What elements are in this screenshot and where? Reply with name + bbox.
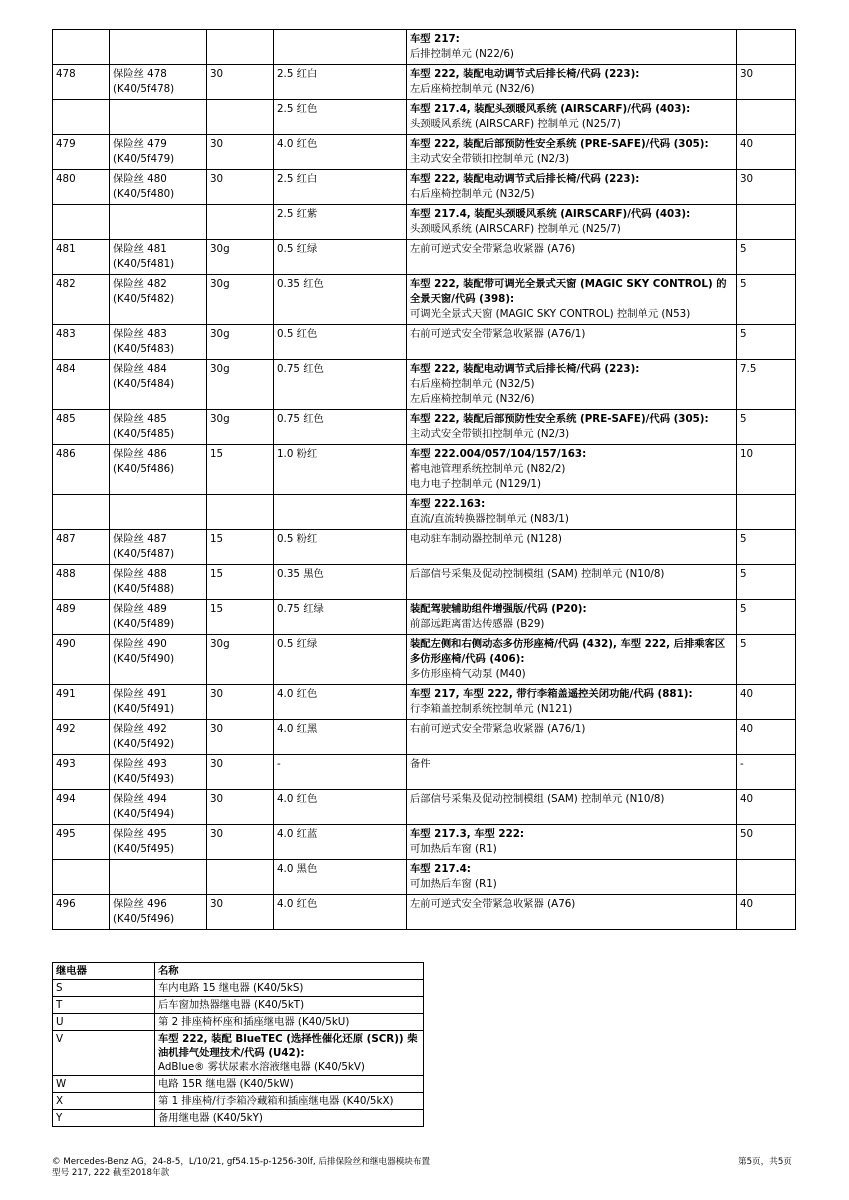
relay-name: 第 1 排座椅/行李箱冷藏箱和插座继电器 (K40/5kX) bbox=[158, 1095, 394, 1107]
fuse-designation: (K40/5f491) bbox=[113, 703, 175, 715]
fuse-name: 保险丝 494 bbox=[113, 793, 167, 805]
consumer-cell bbox=[407, 755, 737, 790]
consumer-cell bbox=[407, 275, 737, 325]
fuse-row bbox=[53, 755, 796, 790]
fuse-rating-cell bbox=[737, 495, 796, 530]
wire-spec-cell: 4.0 黑色 bbox=[274, 860, 407, 895]
fuse-rating-cell: 7.5 bbox=[737, 360, 796, 410]
wire-spec-cell bbox=[274, 30, 407, 65]
fuse-name: 保险丝 478 bbox=[113, 68, 167, 80]
relay-letter-cell: X bbox=[53, 1093, 155, 1110]
consumer-description: 后部信号采集及促动控制模组 (SAM) 控制单元 (N10/8) bbox=[410, 568, 665, 580]
fuse-name-cell bbox=[110, 360, 207, 410]
fuse-rating-cell: 40 bbox=[737, 895, 796, 930]
wire-spec-cell: 2.5 红白 bbox=[274, 65, 407, 100]
relay-table-header bbox=[53, 963, 424, 980]
fuse-rating-cell: 5 bbox=[737, 600, 796, 635]
fuse-number-cell: 493 bbox=[53, 755, 110, 790]
fuse-name-cell bbox=[110, 860, 207, 895]
fuse-name-cell bbox=[110, 530, 207, 565]
model-condition: 车型 217.4: bbox=[410, 863, 471, 875]
consumer-description: 蓄电池管理系统控制单元 (N82/2) bbox=[410, 463, 566, 475]
fuse-terminal-cell: 30g bbox=[207, 410, 274, 445]
fuse-number-cell: 495 bbox=[53, 825, 110, 860]
fuse-name-cell bbox=[110, 135, 207, 170]
fuse-terminal-cell bbox=[207, 100, 274, 135]
fuse-number-cell: 482 bbox=[53, 275, 110, 325]
model-condition: 装配左侧和右侧动态多仿形座椅/代码 (432), 车型 222, 后排乘客区多仿形座椅/代码 (406): bbox=[410, 638, 726, 665]
footer-left bbox=[52, 1157, 430, 1179]
fuse-number-cell: 492 bbox=[53, 720, 110, 755]
fuse-number-cell: 489 bbox=[53, 600, 110, 635]
fuse-designation: (K40/5f487) bbox=[113, 548, 175, 560]
fuse-terminal-cell: 30g bbox=[207, 275, 274, 325]
relay-name-cell bbox=[155, 1014, 424, 1031]
consumer-description: 左前可逆式安全带紧急收紧器 (A76) bbox=[410, 898, 576, 910]
model-condition: 车型 222, 装配电动调节式后排长椅/代码 (223): bbox=[410, 173, 640, 185]
fuse-rating-cell bbox=[737, 100, 796, 135]
fuse-name: 保险丝 483 bbox=[113, 328, 167, 340]
fuse-designation: (K40/5f485) bbox=[113, 428, 175, 440]
consumer-description: 右前可逆式安全带紧急收紧器 (A76/1) bbox=[410, 328, 586, 340]
wire-spec-cell: 2.5 红色 bbox=[274, 100, 407, 135]
fuse-rating-cell: 40 bbox=[737, 720, 796, 755]
wire-spec-cell: 0.5 粉红 bbox=[274, 530, 407, 565]
fuse-designation: (K40/5f481) bbox=[113, 258, 175, 270]
consumer-description: 可调光全景式天窗 (MAGIC SKY CONTROL) 控制单元 (N53) bbox=[410, 308, 691, 320]
fuse-terminal-cell: 30g bbox=[207, 325, 274, 360]
fuse-number-cell: 490 bbox=[53, 635, 110, 685]
consumer-description: 前部远距离雷达传感器 (B29) bbox=[410, 618, 545, 630]
consumer-cell bbox=[407, 635, 737, 685]
fuse-name: 保险丝 488 bbox=[113, 568, 167, 580]
wire-spec-cell: 0.75 红绿 bbox=[274, 600, 407, 635]
consumer-cell bbox=[407, 410, 737, 445]
fuse-terminal-cell: 30g bbox=[207, 360, 274, 410]
fuse-number-cell: 479 bbox=[53, 135, 110, 170]
relay-name: 车内电路 15 继电器 (K40/5kS) bbox=[158, 982, 304, 994]
fuse-name-cell bbox=[110, 205, 207, 240]
wire-spec-cell: 0.35 红色 bbox=[274, 275, 407, 325]
consumer-cell bbox=[407, 600, 737, 635]
fuse-name-cell bbox=[110, 30, 207, 65]
relay-name-cell bbox=[155, 1031, 424, 1076]
fuse-name-cell bbox=[110, 755, 207, 790]
fuse-name-cell bbox=[110, 825, 207, 860]
fuse-row bbox=[53, 825, 796, 860]
fuse-name-cell bbox=[110, 600, 207, 635]
consumer-description: 左前可逆式安全带紧急收紧器 (A76) bbox=[410, 243, 576, 255]
fuse-name: 保险丝 482 bbox=[113, 278, 167, 290]
consumer-description: 后排控制单元 (N22/6) bbox=[410, 48, 514, 60]
fuse-row bbox=[53, 325, 796, 360]
fuse-name-cell bbox=[110, 495, 207, 530]
fuse-name-cell bbox=[110, 565, 207, 600]
fuse-name-cell bbox=[110, 720, 207, 755]
fuse-name: 保险丝 493 bbox=[113, 758, 167, 770]
fuse-terminal-cell: 30 bbox=[207, 135, 274, 170]
fuse-name-cell bbox=[110, 275, 207, 325]
relay-row bbox=[53, 1110, 424, 1127]
fuse-row bbox=[53, 100, 796, 135]
relay-name: 后车窗加热器继电器 (K40/5kT) bbox=[158, 999, 305, 1011]
consumer-description: 右后座椅控制单元 (N32/5) bbox=[410, 378, 535, 390]
consumer-description: 右后座椅控制单元 (N32/5) bbox=[410, 188, 535, 200]
consumer-cell bbox=[407, 205, 737, 240]
fuse-table bbox=[52, 29, 796, 930]
fuse-row bbox=[53, 635, 796, 685]
fuse-row bbox=[53, 790, 796, 825]
model-condition: 车型 217.3, 车型 222: bbox=[410, 828, 525, 840]
fuse-name: 保险丝 487 bbox=[113, 533, 167, 545]
fuse-name: 保险丝 496 bbox=[113, 898, 167, 910]
relay-name-cell bbox=[155, 1076, 424, 1093]
fuse-rating-cell: 5 bbox=[737, 565, 796, 600]
consumer-description: 后部信号采集及促动控制模组 (SAM) 控制单元 (N10/8) bbox=[410, 793, 665, 805]
fuse-row bbox=[53, 135, 796, 170]
fuse-designation: (K40/5f478) bbox=[113, 83, 175, 95]
wire-spec-cell: 0.5 红绿 bbox=[274, 635, 407, 685]
consumer-cell bbox=[407, 685, 737, 720]
fuse-rating-cell: 5 bbox=[737, 275, 796, 325]
fuse-rating-cell: 50 bbox=[737, 825, 796, 860]
fuse-row bbox=[53, 895, 796, 930]
fuse-terminal-cell: 30 bbox=[207, 755, 274, 790]
consumer-cell bbox=[407, 30, 737, 65]
consumer-description: 主动式安全带锁扣控制单元 (N2/3) bbox=[410, 153, 570, 165]
fuse-rating-cell: 5 bbox=[737, 635, 796, 685]
model-condition: 车型 222, 装配后部预防性安全系统 (PRE-SAFE)/代码 (305): bbox=[410, 413, 709, 425]
model-condition: 车型 217.4, 装配头颈暖风系统 (AIRSCARF)/代码 (403): bbox=[410, 103, 691, 115]
relay-name-cell bbox=[155, 980, 424, 997]
relay-name: AdBlue® 雾状尿素水溶液继电器 (K40/5kV) bbox=[158, 1061, 365, 1073]
fuse-designation: (K40/5f496) bbox=[113, 913, 175, 925]
fuse-terminal-cell: 15 bbox=[207, 565, 274, 600]
fuse-table-body bbox=[53, 30, 796, 930]
fuse-terminal-cell bbox=[207, 495, 274, 530]
fuse-row bbox=[53, 170, 796, 205]
consumer-description: 头颈暖风系统 (AIRSCARF) 控制单元 (N25/7) bbox=[410, 118, 621, 130]
consumer-cell bbox=[407, 325, 737, 360]
fuse-number-cell: 483 bbox=[53, 325, 110, 360]
fuse-row bbox=[53, 720, 796, 755]
fuse-number-cell: 481 bbox=[53, 240, 110, 275]
footer-page-number: 第5页，共5页 bbox=[738, 1157, 792, 1167]
consumer-cell bbox=[407, 860, 737, 895]
model-condition: 车型 222.163: bbox=[410, 498, 486, 510]
fuse-name-cell bbox=[110, 410, 207, 445]
fuse-designation: (K40/5f494) bbox=[113, 808, 175, 820]
footer-model-range: 型号 217, 222 截至2018年款 bbox=[52, 1168, 170, 1178]
model-condition: 车型 217, 车型 222, 带行李箱盖遥控关闭功能/代码 (881): bbox=[410, 688, 693, 700]
consumer-cell bbox=[407, 825, 737, 860]
consumer-cell bbox=[407, 360, 737, 410]
fuse-number-cell: 486 bbox=[53, 445, 110, 495]
fuse-terminal-cell: 30 bbox=[207, 170, 274, 205]
fuse-designation: (K40/5f484) bbox=[113, 378, 175, 390]
fuse-rating-cell bbox=[737, 205, 796, 240]
wire-spec-cell: 1.0 粉红 bbox=[274, 445, 407, 495]
relay-name-cell bbox=[155, 997, 424, 1014]
fuse-name: 保险丝 491 bbox=[113, 688, 167, 700]
consumer-description: 电动驻车制动器控制单元 (N128) bbox=[410, 533, 562, 545]
fuse-row bbox=[53, 205, 796, 240]
fuse-name: 保险丝 489 bbox=[113, 603, 167, 615]
consumer-description: 行李箱盖控制系统控制单元 (N121) bbox=[410, 703, 573, 715]
fuse-name-cell bbox=[110, 100, 207, 135]
fuse-number-cell bbox=[53, 205, 110, 240]
fuse-terminal-cell: 30 bbox=[207, 825, 274, 860]
fuse-row bbox=[53, 495, 796, 530]
wire-spec-cell: 4.0 红黑 bbox=[274, 720, 407, 755]
fuse-rating-cell: 5 bbox=[737, 410, 796, 445]
relay-name-cell bbox=[155, 1110, 424, 1127]
fuse-name-cell bbox=[110, 895, 207, 930]
model-condition: 车型 222, 装配后部预防性安全系统 (PRE-SAFE)/代码 (305): bbox=[410, 138, 709, 150]
fuse-row bbox=[53, 240, 796, 275]
fuse-number-cell: 478 bbox=[53, 65, 110, 100]
relay-letter-cell: W bbox=[53, 1076, 155, 1093]
fuse-name-cell bbox=[110, 65, 207, 100]
wire-spec-cell: 2.5 红白 bbox=[274, 170, 407, 205]
relay-letter-cell: Y bbox=[53, 1110, 155, 1127]
fuse-designation: (K40/5f493) bbox=[113, 773, 175, 785]
fuse-designation: (K40/5f489) bbox=[113, 618, 175, 630]
fuse-terminal-cell: 15 bbox=[207, 600, 274, 635]
fuse-number-cell bbox=[53, 495, 110, 530]
model-condition: 车型 217.4, 装配头颈暖风系统 (AIRSCARF)/代码 (403): bbox=[410, 208, 691, 220]
wire-spec-cell: 2.5 红紫 bbox=[274, 205, 407, 240]
fuse-rating-cell: 5 bbox=[737, 530, 796, 565]
fuse-rating-cell: 10 bbox=[737, 445, 796, 495]
fuse-terminal-cell bbox=[207, 30, 274, 65]
model-condition: 装配驾驶辅助组件增强版/代码 (P20): bbox=[410, 603, 587, 615]
fuse-number-cell: 487 bbox=[53, 530, 110, 565]
fuse-number-cell bbox=[53, 860, 110, 895]
consumer-description: 主动式安全带锁扣控制单元 (N2/3) bbox=[410, 428, 570, 440]
relay-model-condition: 车型 222, 装配 BlueTEC (选择性催化还原 (SCR)) 柴油机排气处理技术/代码 (U42): bbox=[158, 1033, 418, 1059]
relay-header-relay: 继电器 bbox=[53, 963, 155, 980]
consumer-description: 右前可逆式安全带紧急收紧器 (A76/1) bbox=[410, 723, 586, 735]
fuse-terminal-cell: 15 bbox=[207, 530, 274, 565]
fuse-designation: (K40/5f495) bbox=[113, 843, 175, 855]
fuse-rating-cell: 5 bbox=[737, 240, 796, 275]
footer-copyright: © Mercedes-Benz AG，24-8-5，L/10/21, gf54.15-p-1256-30lf, 后排保险丝和继电器模块布置 bbox=[52, 1157, 431, 1167]
consumer-description: 多仿形座椅气动泵 (M40) bbox=[410, 668, 526, 680]
fuse-designation: (K40/5f483) bbox=[113, 343, 175, 355]
relay-name: 备用继电器 (K40/5kY) bbox=[158, 1112, 263, 1124]
fuse-name: 保险丝 479 bbox=[113, 138, 167, 150]
fuse-terminal-cell: 30 bbox=[207, 895, 274, 930]
wire-spec-cell bbox=[274, 495, 407, 530]
fuse-name: 保险丝 492 bbox=[113, 723, 167, 735]
fuse-name-cell bbox=[110, 790, 207, 825]
fuse-name-cell bbox=[110, 685, 207, 720]
consumer-description: 直流/直流转换器控制单元 (N83/1) bbox=[410, 513, 569, 525]
model-condition: 车型 217: bbox=[410, 33, 460, 45]
fuse-terminal-cell: 15 bbox=[207, 445, 274, 495]
wire-spec-cell: 4.0 红色 bbox=[274, 685, 407, 720]
relay-letter-cell: V bbox=[53, 1031, 155, 1076]
relay-name-cell bbox=[155, 1093, 424, 1110]
fuse-rating-cell: 40 bbox=[737, 685, 796, 720]
model-condition: 车型 222, 装配电动调节式后排长椅/代码 (223): bbox=[410, 68, 640, 80]
relay-row bbox=[53, 980, 424, 997]
wire-spec-cell: - bbox=[274, 755, 407, 790]
fuse-row bbox=[53, 65, 796, 100]
wire-spec-cell: 0.75 红色 bbox=[274, 360, 407, 410]
fuse-row bbox=[53, 565, 796, 600]
fuse-terminal-cell: 30 bbox=[207, 790, 274, 825]
fuse-number-cell: 480 bbox=[53, 170, 110, 205]
relay-letter-cell: U bbox=[53, 1014, 155, 1031]
relay-row bbox=[53, 997, 424, 1014]
fuse-number-cell: 485 bbox=[53, 410, 110, 445]
wire-spec-cell: 0.35 黑色 bbox=[274, 565, 407, 600]
consumer-cell bbox=[407, 65, 737, 100]
fuse-number-cell bbox=[53, 100, 110, 135]
fuse-row bbox=[53, 860, 796, 895]
consumer-cell bbox=[407, 170, 737, 205]
fuse-row bbox=[53, 275, 796, 325]
fuse-number-cell: 496 bbox=[53, 895, 110, 930]
fuse-rating-cell: 30 bbox=[737, 65, 796, 100]
fuse-rating-cell: 40 bbox=[737, 790, 796, 825]
fuse-number-cell: 484 bbox=[53, 360, 110, 410]
fuse-number-cell: 491 bbox=[53, 685, 110, 720]
fuse-rating-cell bbox=[737, 30, 796, 65]
consumer-description: 可加热后车窗 (R1) bbox=[410, 843, 497, 855]
consumer-cell bbox=[407, 100, 737, 135]
consumer-cell bbox=[407, 895, 737, 930]
consumer-description: 头颈暖风系统 (AIRSCARF) 控制单元 (N25/7) bbox=[410, 223, 621, 235]
fuse-name: 保险丝 485 bbox=[113, 413, 167, 425]
fuse-rating-cell bbox=[737, 860, 796, 895]
fuse-row bbox=[53, 530, 796, 565]
fuse-number-cell: 488 bbox=[53, 565, 110, 600]
relay-name: 第 2 排座椅杯座和插座继电器 (K40/5kU) bbox=[158, 1016, 350, 1028]
model-condition: 车型 222.004/057/104/157/163: bbox=[410, 448, 587, 460]
relay-table bbox=[52, 962, 424, 1127]
relay-letter-cell: T bbox=[53, 997, 155, 1014]
fuse-row bbox=[53, 360, 796, 410]
wire-spec-cell: 4.0 红色 bbox=[274, 895, 407, 930]
relay-name: 电路 15R 继电器 (K40/5kW) bbox=[158, 1078, 294, 1090]
fuse-name-cell bbox=[110, 170, 207, 205]
fuse-name: 保险丝 484 bbox=[113, 363, 167, 375]
fuse-terminal-cell: 30g bbox=[207, 240, 274, 275]
fuse-number-cell: 494 bbox=[53, 790, 110, 825]
fuse-name-cell bbox=[110, 325, 207, 360]
fuse-name: 保险丝 486 bbox=[113, 448, 167, 460]
fuse-row bbox=[53, 685, 796, 720]
fuse-name: 保险丝 495 bbox=[113, 828, 167, 840]
fuse-terminal-cell: 30 bbox=[207, 720, 274, 755]
fuse-rating-cell: - bbox=[737, 755, 796, 790]
consumer-cell bbox=[407, 720, 737, 755]
fuse-name: 保险丝 490 bbox=[113, 638, 167, 650]
relay-letter-cell: S bbox=[53, 980, 155, 997]
wire-spec-cell: 0.5 红色 bbox=[274, 325, 407, 360]
fuse-rating-cell: 5 bbox=[737, 325, 796, 360]
relay-row bbox=[53, 1031, 424, 1076]
fuse-name-cell bbox=[110, 635, 207, 685]
consumer-cell bbox=[407, 495, 737, 530]
fuse-terminal-cell bbox=[207, 205, 274, 240]
fuse-name: 保险丝 480 bbox=[113, 173, 167, 185]
fuse-terminal-cell bbox=[207, 860, 274, 895]
fuse-terminal-cell: 30 bbox=[207, 685, 274, 720]
fuse-designation: (K40/5f486) bbox=[113, 463, 175, 475]
consumer-cell bbox=[407, 240, 737, 275]
consumer-description: 左后座椅控制单元 (N32/6) bbox=[410, 83, 535, 95]
consumer-cell bbox=[407, 135, 737, 170]
consumer-description: 可加热后车窗 (R1) bbox=[410, 878, 497, 890]
consumer-description: 电力电子控制单元 (N129/1) bbox=[410, 478, 542, 490]
consumer-cell bbox=[407, 565, 737, 600]
consumer-cell bbox=[407, 445, 737, 495]
relay-table-body bbox=[53, 980, 424, 1127]
wire-spec-cell: 4.0 红色 bbox=[274, 135, 407, 170]
wire-spec-cell: 4.0 红色 bbox=[274, 790, 407, 825]
fuse-designation: (K40/5f482) bbox=[113, 293, 175, 305]
fuse-designation: (K40/5f480) bbox=[113, 188, 175, 200]
fuse-rating-cell: 40 bbox=[737, 135, 796, 170]
fuse-name-cell bbox=[110, 240, 207, 275]
relay-row bbox=[53, 1076, 424, 1093]
wire-spec-cell: 4.0 红蓝 bbox=[274, 825, 407, 860]
relay-row bbox=[53, 1014, 424, 1031]
fuse-row bbox=[53, 445, 796, 495]
fuse-designation: (K40/5f490) bbox=[113, 653, 175, 665]
consumer-description: 左后座椅控制单元 (N32/6) bbox=[410, 393, 535, 405]
consumer-cell bbox=[407, 790, 737, 825]
fuse-terminal-cell: 30 bbox=[207, 65, 274, 100]
wire-spec-cell: 0.75 红色 bbox=[274, 410, 407, 445]
fuse-row bbox=[53, 30, 796, 65]
fuse-name-cell bbox=[110, 445, 207, 495]
consumer-description: 备件 bbox=[410, 758, 431, 770]
model-condition: 车型 222, 装配电动调节式后排长椅/代码 (223): bbox=[410, 363, 640, 375]
fuse-row bbox=[53, 410, 796, 445]
model-condition: 车型 222, 装配带可调光全景式天窗 (MAGIC SKY CONTROL) 的全景天窗/代码 (398): bbox=[410, 278, 727, 305]
relay-row bbox=[53, 1093, 424, 1110]
relay-header-name: 名称 bbox=[155, 963, 424, 980]
wire-spec-cell: 0.5 红绿 bbox=[274, 240, 407, 275]
fuse-row bbox=[53, 600, 796, 635]
fuse-designation: (K40/5f492) bbox=[113, 738, 175, 750]
fuse-terminal-cell: 30g bbox=[207, 635, 274, 685]
fuse-number-cell bbox=[53, 30, 110, 65]
consumer-cell bbox=[407, 530, 737, 565]
fuse-designation: (K40/5f479) bbox=[113, 153, 175, 165]
fuse-designation: (K40/5f488) bbox=[113, 583, 175, 595]
fuse-rating-cell: 30 bbox=[737, 170, 796, 205]
fuse-name: 保险丝 481 bbox=[113, 243, 167, 255]
